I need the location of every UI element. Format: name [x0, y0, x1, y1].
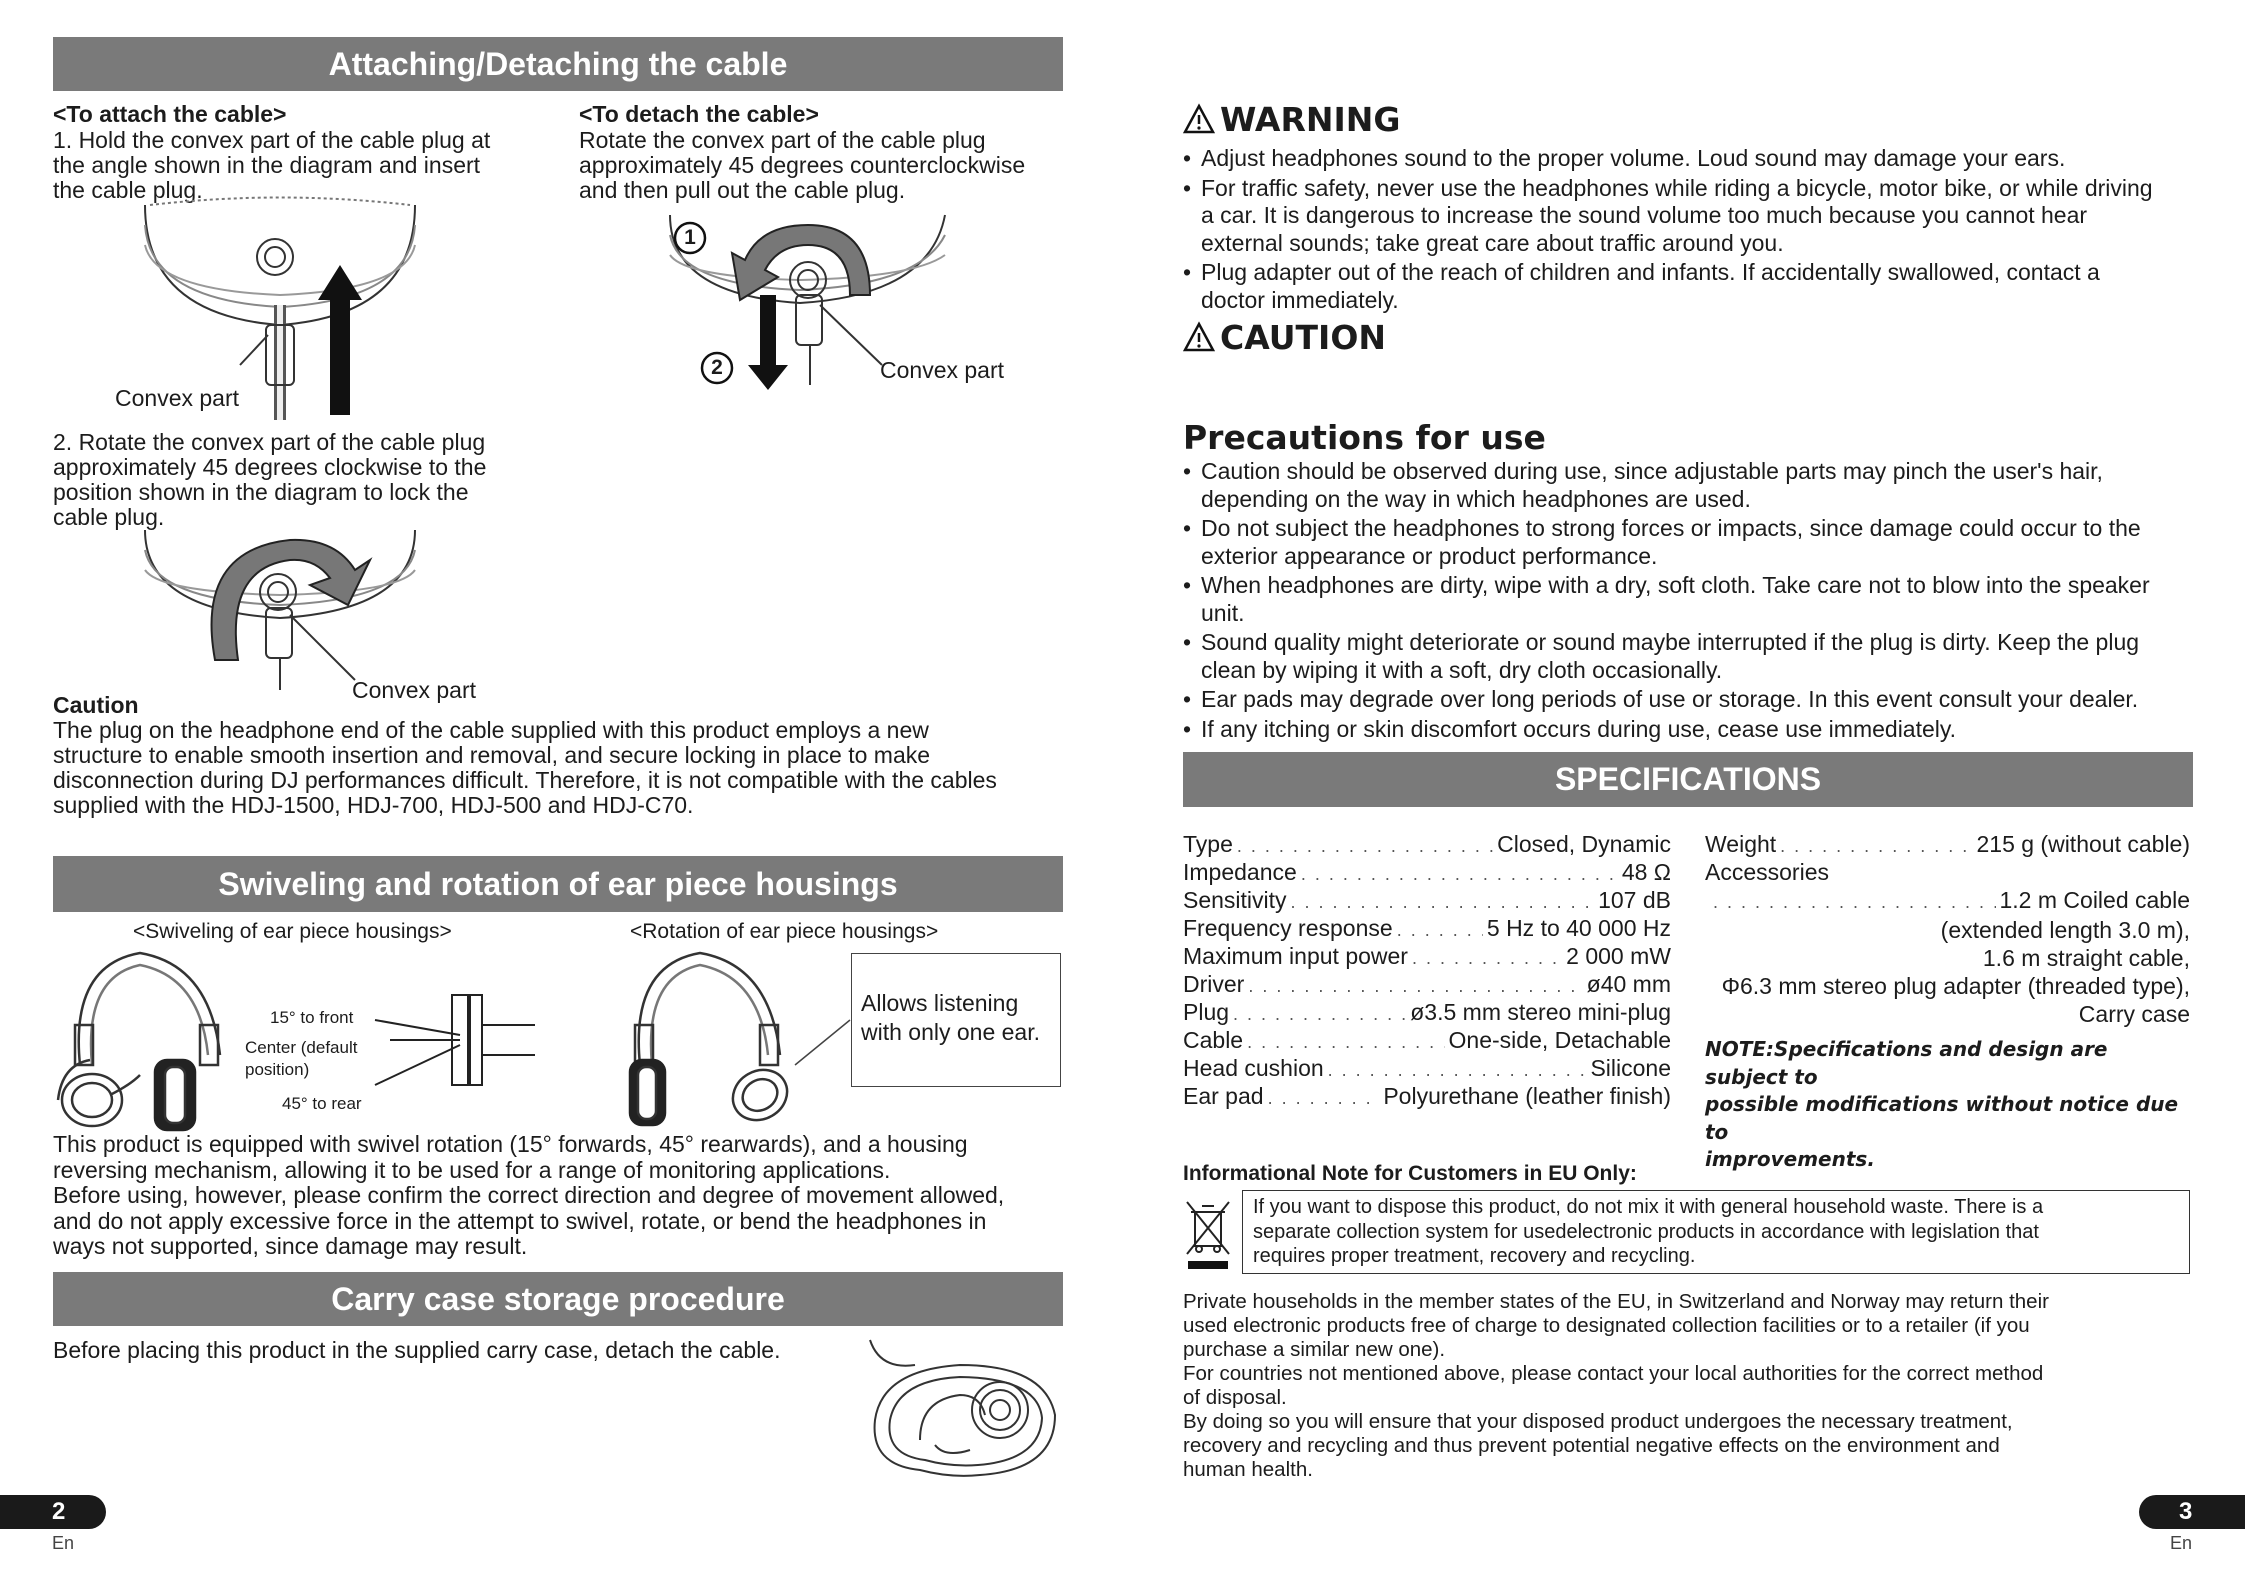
spec-row: Ear pad . . . Polyurethane (leather finish) [1183, 1084, 1671, 1112]
precaution-item: • Ear pads may degrade over long periods of use or storage. In this event consult your dealer. [1183, 686, 2193, 714]
caution-triangle-icon [1183, 322, 1215, 352]
warning-item: • For traffic safety, never use the headphones while riding a bicycle, motor bike, or while driving a car. It is dangerous to increase the sound volume too much because you cannot hear external sounds; take great care about traffic around you. [1183, 175, 2153, 258]
specs-table [1183, 832, 1671, 1112]
spec-row: Maximum input power . . . 2 000 mW [1183, 944, 1671, 972]
accessories-rest: (extended length 3.0 m), 1.6 m straight cable, Φ6.3 mm stereo plug adapter (threaded type), Carry case [1721, 917, 2190, 1027]
spec-row-accessories-first: . . . 1.2 m Coiled cable [1705, 888, 2190, 916]
specs-right-column [1705, 832, 2190, 1028]
label-45-rear: 45° to rear [282, 1094, 362, 1113]
label-15-front: 15° to front [270, 1008, 354, 1027]
carry-body: Before placing this product in the supplied carry case, detach the cable. [53, 1337, 781, 1363]
spec-row-weight: Weight . . . 215 g (without cable) [1705, 832, 2190, 860]
page-lang-right: En [2170, 1533, 2193, 1553]
specs-note: NOTE:Specifications and design are subject to possible modifications without notice due to improvements. [1705, 1037, 2179, 1172]
page-number-badge-right: 3 [2139, 1495, 2245, 1529]
convex-label-2: Convex part [880, 357, 1005, 383]
warning-title: WARNING [1220, 100, 1401, 139]
attach-rotate-diagram [140, 530, 460, 690]
precaution-item: • When headphones are dirty, wipe with a dry, soft cloth. Take care not to blow into the speaker unit. [1183, 572, 2193, 627]
spec-row: Type . . . Closed, Dynamic [1183, 832, 1671, 860]
attach-step1: 1. Hold the convex part of the cable plug at the angle shown in the diagram and insert the cable plug. [53, 127, 491, 203]
weee-bin-icon [1185, 1200, 1231, 1270]
warning-triangle-icon [1183, 104, 1215, 134]
detach-title: <To detach the cable> [579, 101, 819, 127]
detach-text: Rotate the convex part of the cable plug approximately 45 degrees counterclockwise and then pull out the cable plug. [579, 127, 1026, 203]
specifications-header: SPECIFICATIONS [1183, 752, 2193, 807]
precaution-item: • If any itching or skin discomfort occurs during use, cease use immediately. [1183, 716, 2193, 744]
precaution-item: • Sound quality might deteriorate or sound maybe interrupted if the plug is dirty. Keep the plug clean by wiping it with a soft, dry cloth occasionally. [1183, 629, 2193, 684]
caution-title: Caution [53, 692, 139, 718]
step-number-1: 1 [684, 226, 696, 249]
page-lang-left: En [52, 1533, 75, 1553]
attach-section-header: Attaching/Detaching the cable [53, 37, 1063, 91]
step-number-2: 2 [711, 356, 723, 379]
attach-step2: 2. Rotate the convex part of the cable plug approximately 45 degrees clockwise to the position shown in the diagram to lock the cable plug. [53, 429, 487, 530]
carry-case-diagram [860, 1340, 1060, 1480]
spec-row: Impedance . . . 48 Ω [1183, 860, 1671, 888]
spec-row-accessories: Accessories [1705, 859, 1829, 885]
precaution-item: • Caution should be observed during use, since adjustable parts may pinch the user's hair, depending on the way in which headphones are used. [1183, 458, 2193, 513]
rotation-headphone-diagram [630, 945, 830, 1130]
convex-label-1: Convex part [115, 385, 240, 411]
caution-title: CAUTION [1220, 318, 1386, 357]
eu-note-title: Informational Note for Customers in EU Only: [1183, 1162, 1637, 1185]
warning-list [1183, 145, 2153, 316]
precautions-list [1183, 458, 2193, 745]
warning-item: • Adjust headphones sound to the proper volume. Loud sound may damage your ears. [1183, 145, 2153, 173]
spec-row: Frequency response . . . 5 Hz to 40 000 Hz [1183, 916, 1671, 944]
precaution-item: • Do not subject the headphones to strong forces or impacts, since damage could occur to the exterior appearance or product performance. [1183, 515, 2193, 570]
eu-body: Private households in the member states of the EU, in Switzerland and Norway may return their used electronic products free of charge to designated collection facilities or to a retailer (if you purchase a similar new one). For countries not mentioned above, please contact your local authorities for the correct method of disposal. By doing so you will ensure that your disposed product undergoes the necessary treatment, recovery and recycling and thus prevent potential negative effects on the environment and human health. [1183, 1290, 2049, 1481]
label-center-default: Center (default position) [245, 1038, 358, 1079]
spec-row: Cable . . . One-side, Detachable [1183, 1028, 1671, 1056]
swivel-section-header: Swiveling and rotation of ear piece housings [53, 856, 1063, 912]
warning-item: • Plug adapter out of the reach of children and infants. If accidentally swallowed, contact a doctor immediately. [1183, 259, 2153, 314]
swivel-caption: <Swiveling of ear piece housings> [133, 920, 452, 943]
caution-text: The plug on the headphone end of the cable supplied with this product employs a new structure to enable smooth insertion and removal, and secure locking in place to make disconnection during DJ performances difficult. Therefore, it is not compatible with the cables supplied with the HDJ-1500, HDJ-700, HDJ-500 and HDJ-C70. [53, 717, 997, 818]
spec-row: Plug . . . ø3.5 mm stereo mini-plug [1183, 1000, 1671, 1028]
eu-box-text: If you want to dispose this product, do not mix it with general household waste. There is a separate collection system for usedelectronic products in accordance with legislation that requires proper treatment, recovery and recycling. [1253, 1196, 2044, 1267]
attach-title: <To attach the cable> [53, 101, 287, 127]
page-number-badge-left: 2 [0, 1495, 106, 1529]
swivel-body: This product is equipped with swivel rotation (15° forwards, 45° rearwards), and a housing reversing mechanism, allowing it to be used for a range of monitoring applications. Before using, however, please confirm the correct direction and degree of movement allowed, and do not apply excessive force in the attempt to swivel, rotate, or bend the headphones in ways not supported, since damage may result. [53, 1131, 1005, 1259]
convex-label-3: Convex part [352, 677, 477, 703]
spec-row: Driver . . . ø40 mm [1183, 972, 1671, 1000]
spec-row: Head cushion . . . Silicone [1183, 1056, 1671, 1084]
rotation-callout-text: Allows listening with only one ear. [861, 990, 1041, 1045]
precautions-title: Precautions for use [1183, 418, 1546, 457]
carry-section-header: Carry case storage procedure [53, 1272, 1063, 1326]
spec-row: Sensitivity . . . 107 dB [1183, 888, 1671, 916]
rotation-caption: <Rotation of ear piece housings> [630, 920, 939, 943]
